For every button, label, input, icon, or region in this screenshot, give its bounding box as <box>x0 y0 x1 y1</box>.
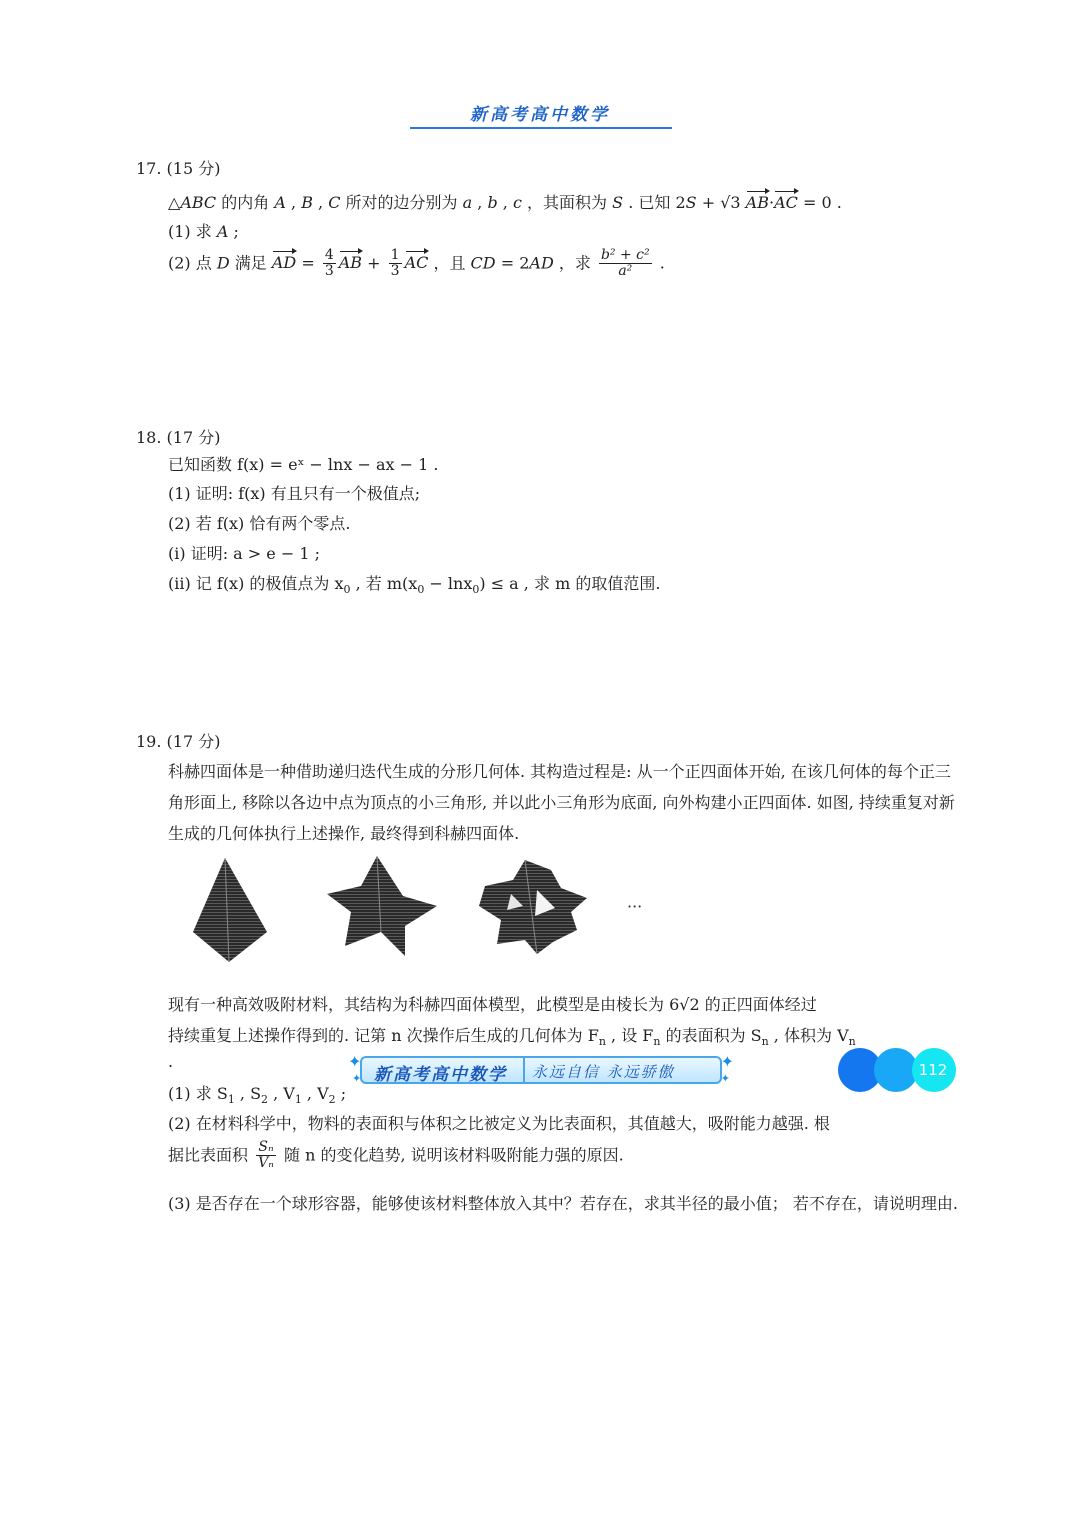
text: − lnx <box>424 574 473 593</box>
q19-part2-line1: (2) 在材料科学中，物料的表面积与体积之比被定义为比表面积，其值越大，吸附能力越强. 根 <box>168 1114 830 1133</box>
q18-part2: (2) 若 f(x) 恰有两个零点. <box>168 514 351 533</box>
text: , <box>472 193 488 212</box>
text: . 已知 2 <box>623 193 686 212</box>
text: , <box>497 193 513 212</box>
text: △ <box>168 193 181 212</box>
text: = 0 . <box>797 193 842 212</box>
text: C <box>328 193 341 212</box>
figure-stage-0 <box>193 858 267 962</box>
numerator: b² + c² <box>600 247 650 263</box>
text: 所对的边分别为 <box>340 193 463 212</box>
fraction-four-thirds <box>323 248 336 280</box>
text: b <box>487 193 498 212</box>
denominator: a² <box>618 263 633 280</box>
text: (2) 点 <box>168 253 217 273</box>
subscript: 2 <box>261 1093 269 1107</box>
q19-body-line1: 现有一种高效吸附材料，其结构为科赫四面体模型，此模型是由棱长为 6√2 的正四面体经过 <box>168 995 817 1014</box>
header-divider <box>410 127 672 129</box>
text: 的内角 <box>216 193 275 212</box>
text: ; <box>335 1084 347 1103</box>
denominator: 3 <box>324 263 334 280</box>
text: ABC <box>180 193 217 212</box>
star-icon: ✦ <box>720 1072 730 1085</box>
subscript: n <box>598 1035 606 1049</box>
footer-banner-title: 新高考高中数学 <box>374 1065 507 1085</box>
q18-part2-i: (i) 证明: a > e − 1 ; <box>168 544 320 563</box>
text: + <box>362 253 386 273</box>
q19-score: (17 分) <box>166 732 221 751</box>
text: · <box>768 193 775 212</box>
q17-part1 <box>168 222 239 241</box>
text: , V <box>301 1084 329 1103</box>
text: ，求 <box>553 253 596 273</box>
footer-banner-slogan: 永远自信 永远骄傲 <box>532 1063 675 1081</box>
text: (ii) 记 f(x) 的极值点为 x <box>168 574 344 593</box>
vector-ac: AC <box>405 250 429 272</box>
q19-part3: (3) 是否存在一个球形容器，能够使该材料整体放入其中？若存在，求其半径的最小值； 若不存在，请说明理由. <box>168 1194 958 1213</box>
subscript: 2 <box>328 1093 336 1107</box>
koch-tetrahedron-figures <box>185 850 655 970</box>
vector-ac: AC <box>774 190 798 212</box>
denominator: 3 <box>390 263 400 280</box>
numerator: Sₙ <box>256 1140 276 1156</box>
q19-part1 <box>168 1084 346 1106</box>
subscript: n <box>653 1035 661 1049</box>
q18-part2-ii <box>168 574 660 596</box>
text: = 2 <box>495 253 530 273</box>
page-number: 112 <box>918 1061 948 1079</box>
q17-number: 17. <box>136 159 162 178</box>
text: A <box>216 222 229 241</box>
text: S <box>685 193 697 212</box>
text: , V <box>268 1084 295 1103</box>
text: S <box>612 193 624 212</box>
vector-ab: AB <box>339 250 362 272</box>
text: = <box>296 253 320 273</box>
text: 据比表面积 <box>168 1145 254 1165</box>
subscript: 1 <box>294 1093 302 1107</box>
footer-banner-divider <box>523 1058 525 1082</box>
numerator: 1 <box>390 247 400 263</box>
text: CD <box>470 253 496 273</box>
text: A <box>274 193 286 212</box>
text: 满足 <box>229 253 272 273</box>
text: . <box>654 253 665 273</box>
text: , S <box>234 1084 262 1103</box>
text: , <box>285 193 302 212</box>
q17-statement <box>168 190 842 212</box>
text: 随 n 的变化趋势, 说明该材料吸附能力强的原因. <box>278 1145 624 1165</box>
text: 的表面积为 S <box>660 1026 762 1045</box>
vector-ab: AB <box>746 190 769 212</box>
text: , 体积为 V <box>768 1026 849 1045</box>
fraction-target <box>599 248 652 280</box>
text: ，且 <box>428 253 471 273</box>
text: B <box>301 193 313 212</box>
subscript: 1 <box>227 1093 235 1107</box>
text: , <box>312 193 329 212</box>
q18-part1: (1) 证明: f(x) 有且只有一个极值点; <box>168 484 421 503</box>
star-icon: ✦ <box>720 1052 734 1071</box>
q19-part2-line2 <box>168 1140 624 1172</box>
text: c <box>512 193 522 212</box>
subscript: n <box>761 1035 769 1049</box>
denominator: Vₙ <box>258 1155 274 1172</box>
text: , 设 F <box>605 1026 654 1045</box>
text: AD <box>529 253 554 273</box>
vector-ad: AD <box>272 250 296 272</box>
text: (1) 求 <box>168 222 217 241</box>
text: ) ≤ a , 求 m 的取值范围. <box>479 574 661 593</box>
q18-heading <box>136 425 220 448</box>
page-number-badge <box>838 1048 956 1092</box>
q19-heading <box>136 729 220 752</box>
subscript: 0 <box>417 583 425 597</box>
numerator: 4 <box>324 247 334 263</box>
text: ，其面积为 <box>521 193 613 212</box>
subscript: n <box>848 1035 856 1049</box>
text: (1) 求 S <box>168 1084 228 1103</box>
fraction-one-third <box>389 248 402 280</box>
subscript: 0 <box>343 583 351 597</box>
star-icon: ✦ <box>352 1072 362 1085</box>
text: ; <box>228 222 239 241</box>
figure-ellipsis: ··· <box>627 897 643 916</box>
q18-statement: 已知函数 f(x) = eˣ − lnx − ax − 1 . <box>168 455 439 474</box>
figure-stage-1 <box>327 856 437 956</box>
q17-part2 <box>168 248 665 280</box>
header-title: 新高考高中数学 <box>470 105 610 125</box>
text: + √3 <box>696 193 746 212</box>
star-icon: ✦ <box>348 1052 362 1071</box>
q18-score: (17 分) <box>166 428 221 447</box>
text: 持续重复上述操作得到的. 记第 n 次操作后生成的几何体为 F <box>168 1026 599 1045</box>
q17-heading <box>136 156 220 179</box>
footer-banner <box>348 1052 734 1088</box>
q19-period: . <box>168 1052 174 1071</box>
text: , 若 m(x <box>350 574 418 593</box>
subscript: 0 <box>472 583 480 597</box>
figure-stage-2 <box>479 860 587 954</box>
q18-number: 18. <box>136 428 162 447</box>
q19-intro: 科赫四面体是一种借助递归迭代生成的分形几何体. 其构造过程是: 从一个正四面体开始, 在该几何体的每个正三角形面上, 移除以各边中点为顶点的小三角形, 并以此小三角形为底面, 向外构建小正四面体. 如图, 持续重复对新生成的几何体执行上述操作, 最终得到科赫四面体. <box>168 762 955 843</box>
q19-body-line2 <box>168 1026 856 1048</box>
q17-score: (15 分) <box>166 159 221 178</box>
text: D <box>216 253 230 273</box>
q19-number: 19. <box>136 732 162 751</box>
text: a <box>462 193 473 212</box>
fraction-specific-surface <box>256 1140 276 1172</box>
